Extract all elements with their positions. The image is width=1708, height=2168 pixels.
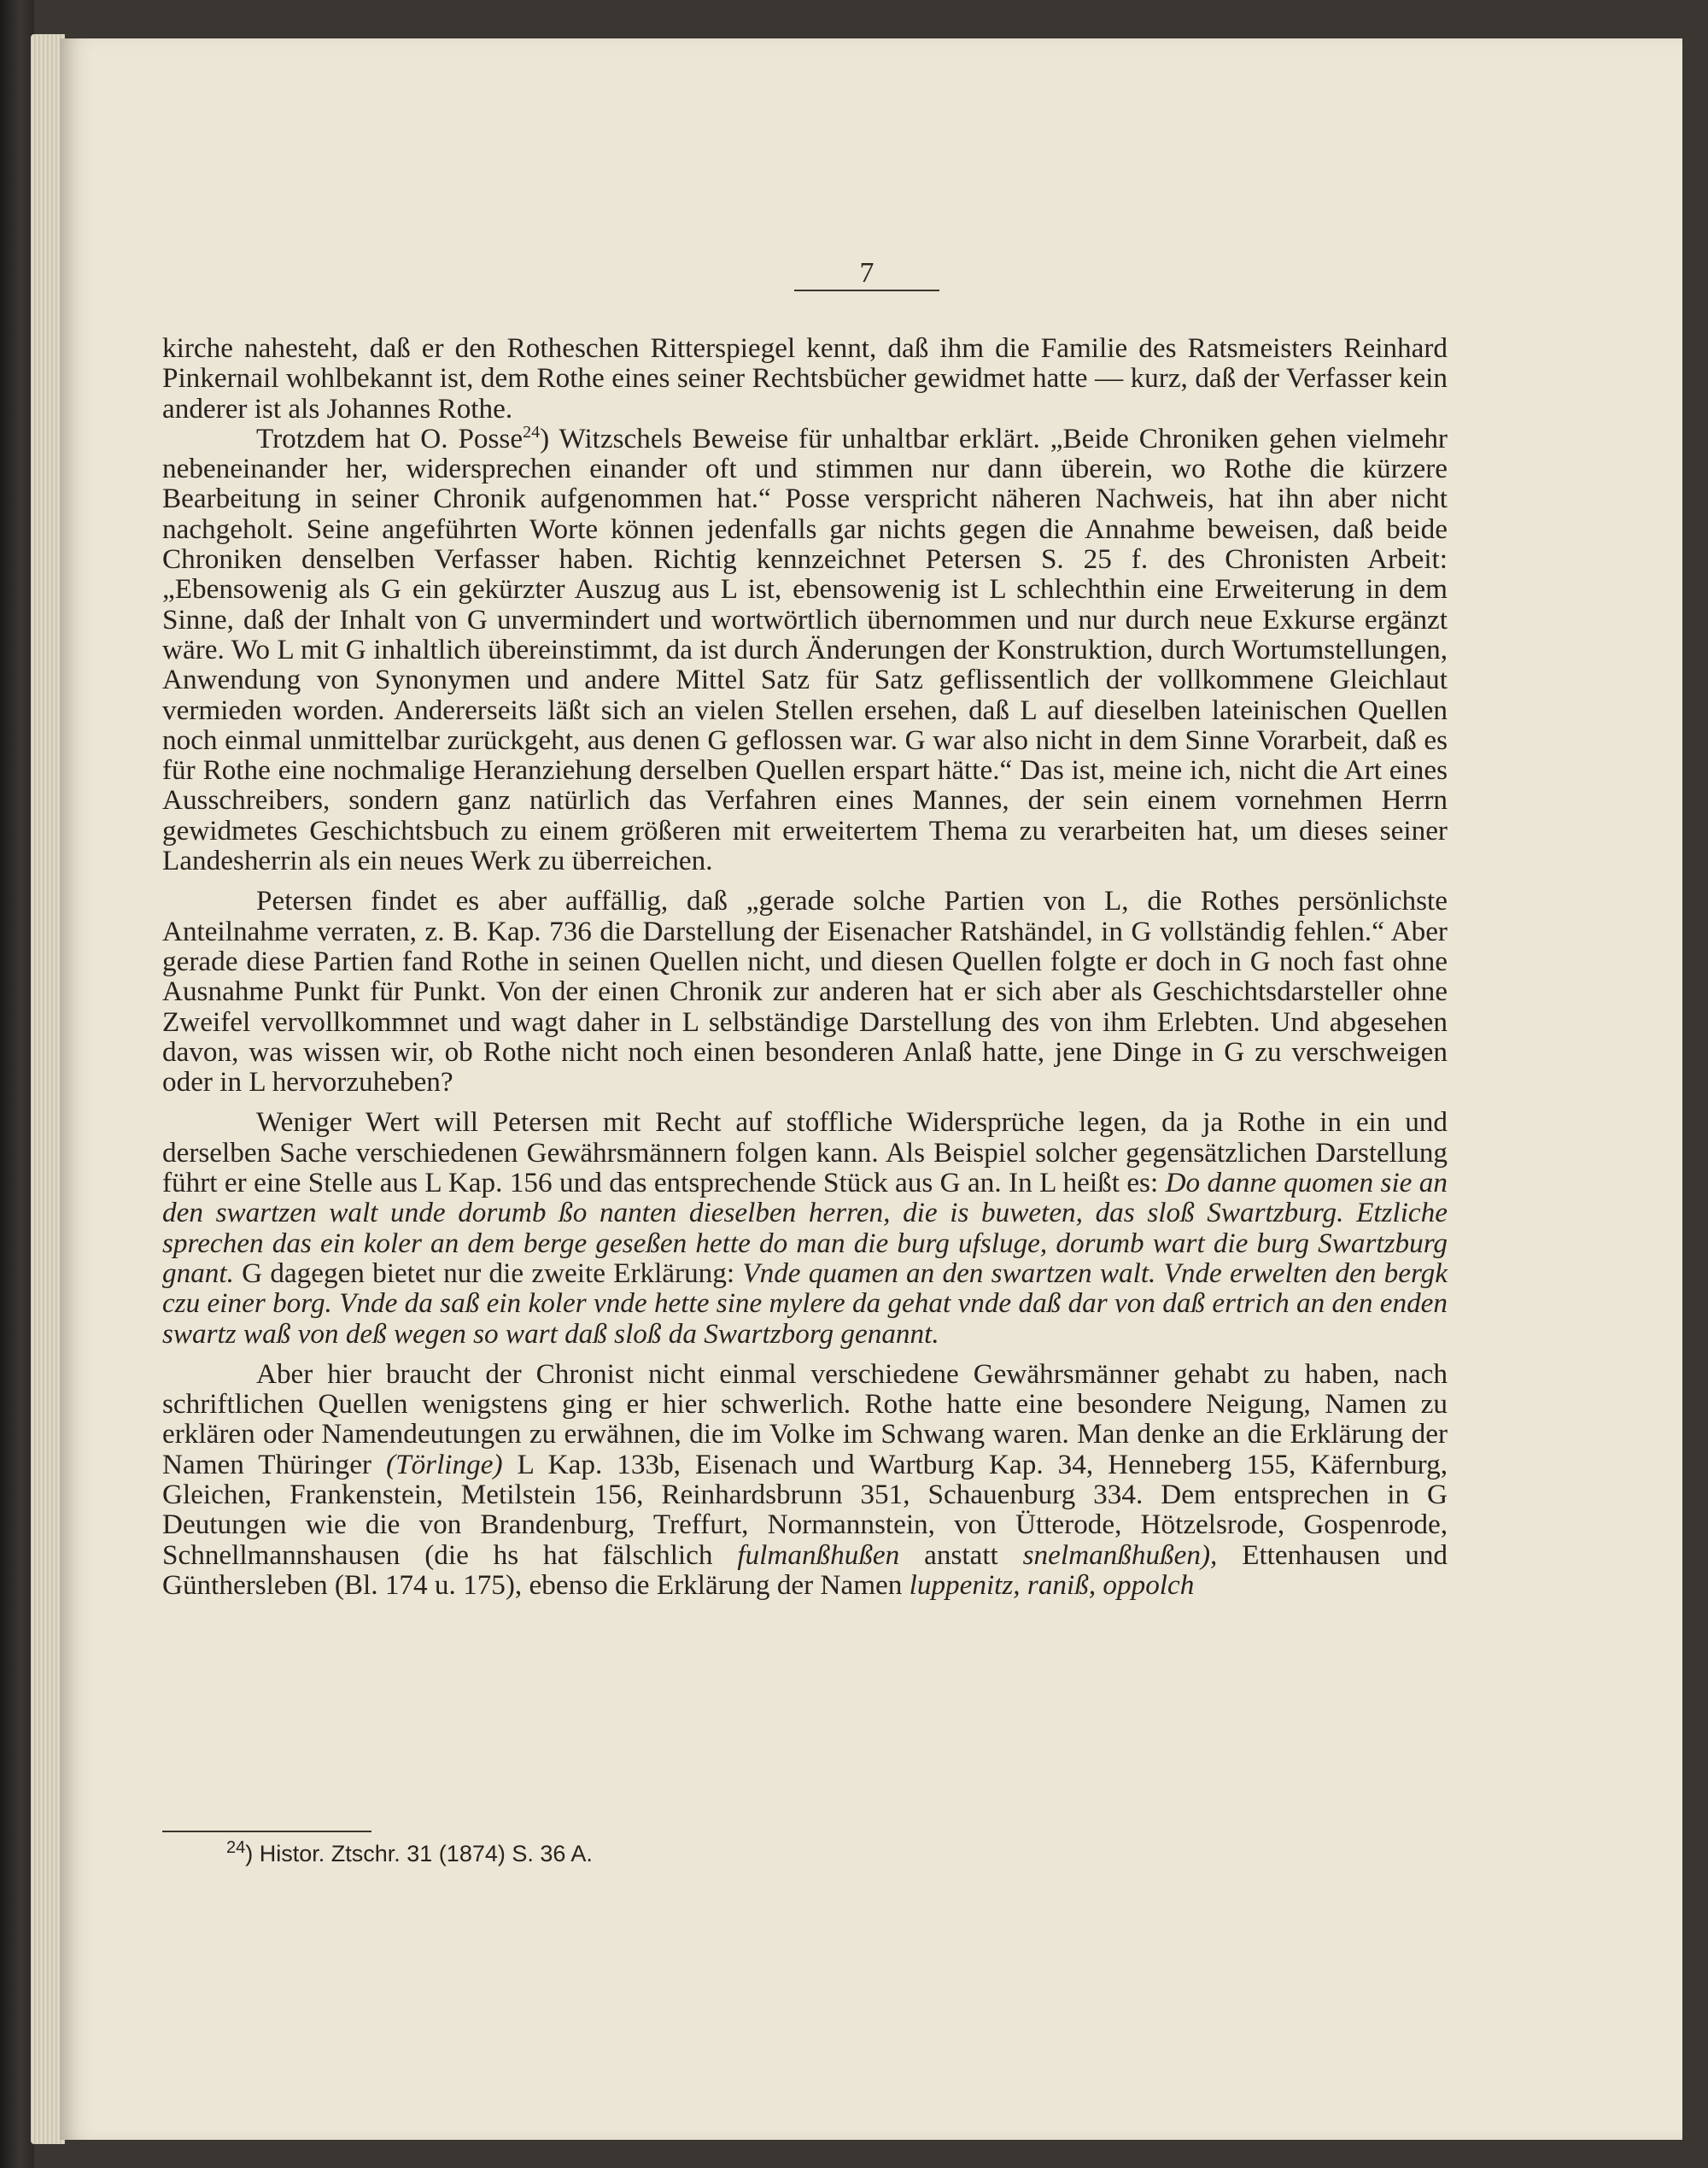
footnote-rule bbox=[162, 1831, 371, 1832]
footnote-ref: 24 bbox=[523, 422, 541, 442]
text-run: Ettenhausen und Günthersleben (Bl. 174 u. 175), ebenso die Erklärung der Namen bbox=[162, 1538, 1448, 1601]
quote-italic: fulmanßhußen bbox=[737, 1538, 900, 1571]
page-number: 7 bbox=[859, 257, 874, 289]
quote-italic: Vnde quamen an den swartzen walt. Vnde erwelten den bergk czu einer borg. Vnde da saß ein koler vnde hette sine mylere da gehat vnde daß dar von daß ertrich an den enden swartz waß von deß wegen so wart daß sloß da Swartzborg genannt. bbox=[162, 1257, 1448, 1350]
text-run: G dagegen bietet nur die zweite Erklärung: bbox=[242, 1257, 735, 1289]
text-run: Weniger Wert will Petersen mit Recht auf stoffliche Widersprüche legen, da ja Rothe in ein und derselben Sache verschiedenen Gewährsmännern folgen kann. Als Beispiel solcher gegensätzlichen Darstellung führt er eine Stelle aus L Kap. 156 und das entsprechende Stück aus G an. In L heißt es: bbox=[162, 1106, 1448, 1199]
book-binding bbox=[0, 0, 34, 2168]
text-run: anstatt bbox=[924, 1538, 998, 1571]
text-run: Aber hier braucht der Chronist nicht einmal verschiedene Gewährsmänner gehabt zu haben, nach schriftlichen Quellen wenigstens ging er hier schwerlich. Rothe hatte eine besondere Neigung, Namen zu erklären oder Namendeutungen zu erwähnen, die im Volke im Schwang waren. Man denke an die Erklärung der Namen Thüringer bbox=[162, 1357, 1448, 1480]
paragraph bbox=[162, 1359, 1448, 1600]
text-run: L Kap. 133b, Eisenach und Wartburg Kap. 34, Henneberg 155, Käfernburg, Gleichen, Frankenstein, Metilstein 156, Reinhardsbrunn 351, Schauenburg 334. Dem entsprechen in G Deutungen wie die von Brandenburg, Treffurt, Normannstein, von Ütterode, Hötzelsrode, Gospenrode, Schnellmannshausen (die hs hat fälschlich bbox=[162, 1448, 1448, 1571]
footnote-text: ) Histor. Ztschr. 31 (1874) S. 36 A. bbox=[245, 1841, 593, 1866]
book-page bbox=[60, 38, 1682, 2140]
text-run: ) Witzschels Beweise für unhaltbar erklärt. „Beide Chroniken gehen vielmehr nebeneinander her, widersprechen einander oft und stimmen nur dann überein, wo Rothe die kürzere Bearbeitung in seiner Chronik aufgenommen hat.“ Posse verspricht näheren Nachweis, hat ihn aber nicht nachgeholt. Seine angeführten Worte können jedenfalls gar nichts gegen die Annahme beweisen, daß beide Chroniken denselben Verfasser haben. Richtig kennzeichnet Petersen S. 25 f. des Chronisten Arbeit: „Ebensowenig als G ein gekürzter Auszug aus L ist, ebensowenig ist L schlechthin eine Erweiterung in dem Sinne, daß der Inhalt von G unvermindert und wortwörtlich übernommen und nur durch neue Exkurse ergänzt wäre. Wo L mit G inhaltlich übereinstimmt, da ist durch Änderungen der Konstruktion, durch Wortumstellungen, Anwendung von Synonymen und andere Mittel Satz für Satz geflissentlich der vollkommene Gleichlaut vermieden worden. Andererseits läßt sich an vielen Stellen ersehen, daß L auf dieselben lateinischen Quellen noch einmal unmittelbar zurückgeht, aus denen G geflossen war. G war also nicht in dem Sinne Vorarbeit, daß es für Rothe eine nochmalige Heranziehung derselben Quellen erspart hätte.“ Das ist, meine ich, nicht die Art eines Ausschreibers, sondern ganz natürlich das Verfahren eines Mannes, der sein einem vornehmen Herrn gewidmetes Geschichtsbuch zu einem größeren mit erweitertem Thema zu verarbeiten hat, um dieses seiner Landesherrin als ein neues Werk zu überreichen. bbox=[162, 422, 1448, 877]
quote-italic: luppenitz, raniß, oppolch bbox=[909, 1568, 1195, 1601]
quote-italic: (Törlinge) bbox=[386, 1448, 503, 1480]
footnote-mark: 24 bbox=[226, 1838, 246, 1857]
quote-italic: snelmanßhußen), bbox=[1022, 1538, 1218, 1571]
body-text bbox=[162, 333, 1448, 1600]
paragraph: kirche nahesteht, daß er den Rotheschen Ritterspiegel kennt, daß ihm die Familie des Ratsmeisters Reinhard Pinkernail wohlbekannt ist, dem Rothe eines seiner Rechtsbücher gewidmet hatte — kurz, daß der Verfasser kein anderer ist als Johannes Rothe. bbox=[162, 332, 1448, 425]
paragraph bbox=[162, 1107, 1448, 1348]
footnote bbox=[226, 1839, 1251, 1868]
paragraph bbox=[162, 424, 1448, 876]
text-run: Trotzdem hat O. Posse bbox=[256, 422, 524, 454]
paragraph: Petersen findet es aber auffällig, daß „gerade solche Partien von L, die Rothes persönlichste Anteilnahme verraten, z. B. Kap. 736 die Darstellung der Eisenacher Ratshändel, in G vollständig fehlen.“ Aber gerade diese Partien fand Rothe in seinen Quellen nicht, und diesen Quellen folgte er doch in G noch fast ohne Ausnahme Punkt für Punkt. Von der einen Chronik zur anderen hat er sich aber als Geschichtsdarsteller ohne Zweifel vervollkommnet und wagt daher in L selbständige Darstellung des von ihm Erlebten. Und abgesehen davon, was wissen wir, ob Rothe nicht noch einen besonderen Anlaß hatte, jene Dinge in G zu verschweigen oder in L hervorzuheben? bbox=[162, 885, 1448, 1099]
page-number-rule bbox=[794, 290, 939, 291]
quote-italic: Do danne quomen sie an den swartzen walt unde dorumb ßo nanten dieselben herren, die is buweten, das sloß Swartzburg. Etzliche sprechen das ein koler an dem berge geseßen hette do man die burg ufsluge, dorumb wart die burg Swartzburg gnant. bbox=[162, 1167, 1448, 1289]
